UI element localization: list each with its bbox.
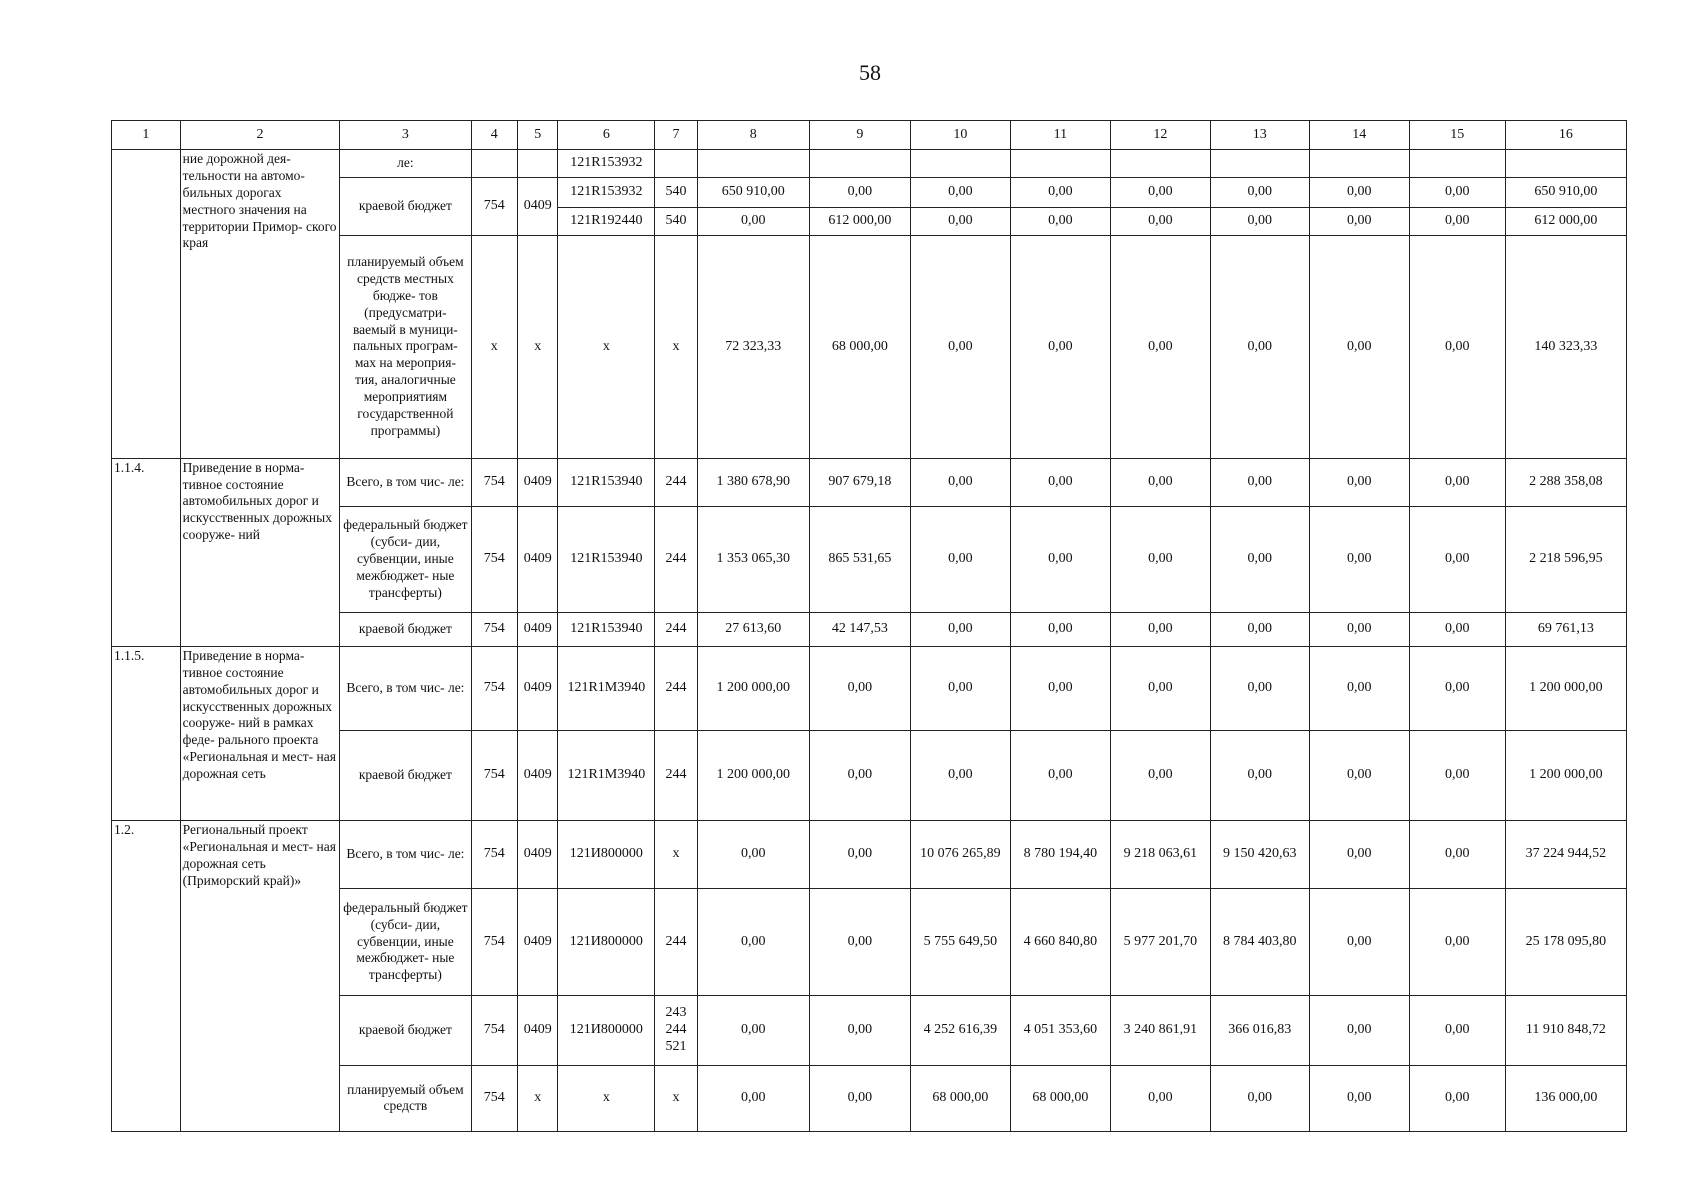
value-cell: 0,00 xyxy=(910,236,1010,458)
value-cell: 0,00 xyxy=(1210,612,1309,646)
section-code: 0409 xyxy=(518,458,558,506)
ministry-code: 754 xyxy=(471,178,517,236)
ministry-code: 754 xyxy=(471,612,517,646)
value-cell: 0,00 xyxy=(809,821,910,889)
value-cell: 0,00 xyxy=(1309,821,1409,889)
value-cell: 0,00 xyxy=(910,178,1010,208)
budget-code: 121R153940 xyxy=(558,458,655,506)
value-cell: 0,00 xyxy=(1409,612,1505,646)
value-cell: 0,00 xyxy=(697,208,809,236)
item-name: Региональный проект «Региональная и мест- ная дорожная сеть (Приморский край)» xyxy=(180,821,340,1132)
expense-type: 244 xyxy=(655,889,697,995)
value-cell: 4 660 840,80 xyxy=(1010,889,1110,995)
table-row xyxy=(112,150,1627,178)
value-cell: 8 784 403,80 xyxy=(1210,889,1309,995)
value-cell: 0,00 xyxy=(1010,458,1110,506)
ministry-code: 754 xyxy=(471,646,517,730)
budget-code: 121R1M3940 xyxy=(558,646,655,730)
value-cell: 0,00 xyxy=(1110,458,1210,506)
value-cell: 68 000,00 xyxy=(809,236,910,458)
funding-source: ле: xyxy=(340,150,471,178)
header-row xyxy=(112,121,1627,150)
value-cell: 0,00 xyxy=(1010,646,1110,730)
value-cell: 0,00 xyxy=(1309,612,1409,646)
expense-type: 244 xyxy=(655,612,697,646)
ministry-code: 754 xyxy=(471,458,517,506)
total-cell: 11 910 848,72 xyxy=(1505,995,1626,1065)
value-cell: 0,00 xyxy=(910,646,1010,730)
funding-source: Всего, в том чис- ле: xyxy=(340,646,471,730)
value-cell: 0,00 xyxy=(1210,1065,1309,1131)
funding-source: федеральный бюджет (субси- дии, субвенции, иные межбюджет- ные трансферты) xyxy=(340,889,471,995)
value-cell: 0,00 xyxy=(1409,178,1505,208)
value-cell: 612 000,00 xyxy=(809,208,910,236)
value-cell: 0,00 xyxy=(1309,889,1409,995)
header-cell: 3 xyxy=(340,121,471,150)
value-cell: 0,00 xyxy=(1110,236,1210,458)
table-row xyxy=(112,646,1627,730)
item-number xyxy=(112,150,181,459)
value-cell: 0,00 xyxy=(1210,208,1309,236)
value-cell: 0,00 xyxy=(1409,995,1505,1065)
value-cell: 0,00 xyxy=(1210,731,1309,821)
budget-code: 121И800000 xyxy=(558,821,655,889)
value-cell: 0,00 xyxy=(1010,208,1110,236)
header-cell: 10 xyxy=(910,121,1010,150)
value-cell: 0,00 xyxy=(1210,458,1309,506)
page-number: 58 xyxy=(859,60,881,85)
value-cell: 0,00 xyxy=(1010,506,1110,612)
budget-code: 121R192440 xyxy=(558,208,655,236)
value-cell: 68 000,00 xyxy=(1010,1065,1110,1131)
value-cell: 0,00 xyxy=(910,458,1010,506)
value-cell: 4 252 616,39 xyxy=(910,995,1010,1065)
ministry-code: 754 xyxy=(471,506,517,612)
value-cell: 68 000,00 xyxy=(910,1065,1010,1131)
budget-code: 121И800000 xyxy=(558,889,655,995)
item-name: Приведение в норма- тивное состояние автомобильных дорог и искусственных дорожных сооруже- ний xyxy=(180,458,340,646)
value-cell: 9 150 420,63 xyxy=(1210,821,1309,889)
value-cell: 9 218 063,61 xyxy=(1110,821,1210,889)
ministry-code: 754 xyxy=(471,821,517,889)
value-cell: 0,00 xyxy=(1309,995,1409,1065)
section-code: 0409 xyxy=(518,646,558,730)
value-cell: 0,00 xyxy=(1409,821,1505,889)
funding-source: краевой бюджет xyxy=(340,995,471,1065)
value-cell: 0,00 xyxy=(1210,506,1309,612)
total-cell: 1 200 000,00 xyxy=(1505,646,1626,730)
expense-type: 243 244 521 xyxy=(655,995,697,1065)
budget-code: 121R153940 xyxy=(558,506,655,612)
value-cell: 0,00 xyxy=(809,1065,910,1131)
value-cell: 0,00 xyxy=(1110,506,1210,612)
table-row xyxy=(112,458,1627,506)
header-cell: 11 xyxy=(1010,121,1110,150)
value-cell: 0,00 xyxy=(697,889,809,995)
value-cell: 3 240 861,91 xyxy=(1110,995,1210,1065)
value-cell: 0,00 xyxy=(1110,178,1210,208)
value-cell: 0,00 xyxy=(1409,646,1505,730)
value-cell: 366 016,83 xyxy=(1210,995,1309,1065)
value-cell: 0,00 xyxy=(1110,612,1210,646)
value-cell: 0,00 xyxy=(1210,236,1309,458)
section-code: 0409 xyxy=(518,612,558,646)
value-cell: 72 323,33 xyxy=(697,236,809,458)
value-cell: 1 200 000,00 xyxy=(697,731,809,821)
funding-source: краевой бюджет xyxy=(340,612,471,646)
budget-code: 121И800000 xyxy=(558,995,655,1065)
value-cell: 0,00 xyxy=(1309,458,1409,506)
ministry-code: x xyxy=(471,236,517,458)
value-cell: 0,00 xyxy=(697,995,809,1065)
budget-code: x xyxy=(558,236,655,458)
value-cell: 0,00 xyxy=(1010,612,1110,646)
header-cell: 8 xyxy=(697,121,809,150)
value-cell: 0,00 xyxy=(1010,731,1110,821)
expense-type: x xyxy=(655,236,697,458)
item-name: ние дорожной дея- тельности на автомо- бильных дорогах местного значения на территории Примор- ского края xyxy=(180,150,340,459)
value-cell: 0,00 xyxy=(809,889,910,995)
value-cell: 1 353 065,30 xyxy=(697,506,809,612)
value-cell: 0,00 xyxy=(1210,646,1309,730)
header-cell: 15 xyxy=(1409,121,1505,150)
total-cell: 2 218 596,95 xyxy=(1505,506,1626,612)
value-cell: 0,00 xyxy=(910,612,1010,646)
header-cell: 1 xyxy=(112,121,181,150)
funding-source: планируемый объем средств xyxy=(340,1065,471,1131)
expense-type: 540 xyxy=(655,208,697,236)
value-cell: 0,00 xyxy=(1409,1065,1505,1131)
ministry-code: 754 xyxy=(471,1065,517,1131)
value-cell: 0,00 xyxy=(1010,178,1110,208)
value-cell: 0,00 xyxy=(1010,236,1110,458)
value-cell: 0,00 xyxy=(697,821,809,889)
total-cell: 37 224 944,52 xyxy=(1505,821,1626,889)
expense-type: x xyxy=(655,821,697,889)
budget-code: 121R153940 xyxy=(558,612,655,646)
value-cell: 0,00 xyxy=(1409,458,1505,506)
item-number: 1.1.4. xyxy=(112,458,181,646)
item-number: 1.1.5. xyxy=(112,646,181,820)
section-code: x xyxy=(518,236,558,458)
value-cell: 8 780 194,40 xyxy=(1010,821,1110,889)
value-cell: 0,00 xyxy=(809,995,910,1065)
value-cell: 5 755 649,50 xyxy=(910,889,1010,995)
ministry-code: 754 xyxy=(471,995,517,1065)
budget-code: x xyxy=(558,1065,655,1131)
expense-type: x xyxy=(655,1065,697,1131)
value-cell: 1 380 678,90 xyxy=(697,458,809,506)
total-cell: 25 178 095,80 xyxy=(1505,889,1626,995)
total-cell: 69 761,13 xyxy=(1505,612,1626,646)
funding-source: планируемый объем средств местных бюдже- тов (предусматри- ваемый в муници- пальных програм- мах на мероприя- тия, аналогичные мероприятиям государственной программы) xyxy=(340,236,471,458)
value-cell: 0,00 xyxy=(1210,178,1309,208)
value-cell: 0,00 xyxy=(910,208,1010,236)
header-cell: 13 xyxy=(1210,121,1309,150)
value-cell: 0,00 xyxy=(1309,208,1409,236)
total-cell: 650 910,00 xyxy=(1505,178,1626,208)
value-cell: 0,00 xyxy=(809,178,910,208)
item-name: Приведение в норма- тивное состояние автомобильных дорог и искусственных дорожных сооруже- ний в рамках феде- рального проекта «Региональная и мест- ная дорожная сеть xyxy=(180,646,340,820)
section-code: 0409 xyxy=(518,506,558,612)
value-cell: 0,00 xyxy=(1309,178,1409,208)
item-number: 1.2. xyxy=(112,821,181,1132)
value-cell: 650 910,00 xyxy=(697,178,809,208)
value-cell: 865 531,65 xyxy=(809,506,910,612)
expense-type: 540 xyxy=(655,178,697,208)
value-cell: 0,00 xyxy=(1110,1065,1210,1131)
funding-source: краевой бюджет xyxy=(340,178,471,236)
value-cell: 4 051 353,60 xyxy=(1010,995,1110,1065)
value-cell: 0,00 xyxy=(1409,208,1505,236)
value-cell: 0,00 xyxy=(1110,208,1210,236)
header-cell: 7 xyxy=(655,121,697,150)
value-cell: 0,00 xyxy=(1309,1065,1409,1131)
value-cell: 0,00 xyxy=(809,646,910,730)
header-cell: 16 xyxy=(1505,121,1626,150)
value-cell: 0,00 xyxy=(697,1065,809,1131)
total-cell: 612 000,00 xyxy=(1505,208,1626,236)
header-cell: 14 xyxy=(1309,121,1409,150)
section-code: 0409 xyxy=(518,889,558,995)
ministry-code: 754 xyxy=(471,889,517,995)
budget-code: 121R1M3940 xyxy=(558,731,655,821)
value-cell: 0,00 xyxy=(1309,236,1409,458)
header-cell: 4 xyxy=(471,121,517,150)
value-cell: 907 679,18 xyxy=(809,458,910,506)
funding-source: краевой бюджет xyxy=(340,731,471,821)
section-code: 0409 xyxy=(518,178,558,236)
value-cell: 42 147,53 xyxy=(809,612,910,646)
section-code: 0409 xyxy=(518,995,558,1065)
table-row xyxy=(112,821,1627,889)
value-cell: 10 076 265,89 xyxy=(910,821,1010,889)
header-cell: 6 xyxy=(558,121,655,150)
header-cell: 5 xyxy=(518,121,558,150)
value-cell: 0,00 xyxy=(1110,646,1210,730)
value-cell: 0,00 xyxy=(809,731,910,821)
value-cell: 0,00 xyxy=(1110,731,1210,821)
expense-type: 244 xyxy=(655,646,697,730)
ministry-code: 754 xyxy=(471,731,517,821)
value-cell: 0,00 xyxy=(910,731,1010,821)
total-cell: 136 000,00 xyxy=(1505,1065,1626,1131)
value-cell: 5 977 201,70 xyxy=(1110,889,1210,995)
value-cell: 0,00 xyxy=(1309,646,1409,730)
header-cell: 9 xyxy=(809,121,910,150)
budget-table xyxy=(111,120,1627,1132)
total-cell: 1 200 000,00 xyxy=(1505,731,1626,821)
value-cell: 0,00 xyxy=(1409,506,1505,612)
header-cell: 2 xyxy=(180,121,340,150)
value-cell: 0,00 xyxy=(1309,506,1409,612)
value-cell: 0,00 xyxy=(910,506,1010,612)
total-cell: 140 323,33 xyxy=(1505,236,1626,458)
funding-source: Всего, в том чис- ле: xyxy=(340,458,471,506)
budget-code: 121R153932 xyxy=(558,150,655,178)
section-code: x xyxy=(518,1065,558,1131)
value-cell: 0,00 xyxy=(1409,731,1505,821)
section-code: 0409 xyxy=(518,821,558,889)
expense-type: 244 xyxy=(655,731,697,821)
header-cell: 12 xyxy=(1110,121,1210,150)
section-code: 0409 xyxy=(518,731,558,821)
value-cell: 27 613,60 xyxy=(697,612,809,646)
funding-source: Всего, в том чис- ле: xyxy=(340,821,471,889)
total-cell: 2 288 358,08 xyxy=(1505,458,1626,506)
value-cell: 0,00 xyxy=(1309,731,1409,821)
value-cell: 0,00 xyxy=(1409,889,1505,995)
expense-type: 244 xyxy=(655,458,697,506)
expense-type: 244 xyxy=(655,506,697,612)
value-cell: 1 200 000,00 xyxy=(697,646,809,730)
funding-source: федеральный бюджет (субси- дии, субвенции, иные межбюджет- ные трансферты) xyxy=(340,506,471,612)
budget-code: 121R153932 xyxy=(558,178,655,208)
value-cell: 0,00 xyxy=(1409,236,1505,458)
